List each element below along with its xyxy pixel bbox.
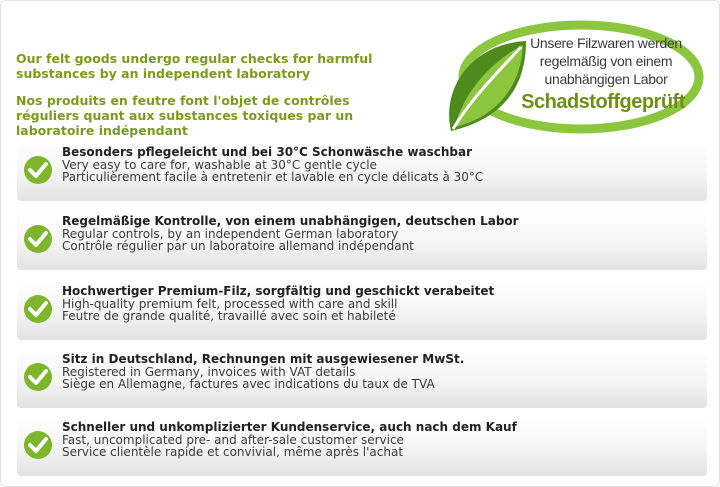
feature-text — [62, 353, 702, 391]
badge-caption — [511, 34, 701, 88]
intro-text-block — [16, 51, 416, 150]
feature-text — [62, 146, 702, 184]
feature-row-service — [17, 418, 707, 476]
feature-text-fr: Feutre de grande qualité, travaillé avec soin et habileté — [62, 309, 396, 323]
feature-row-control — [17, 212, 707, 270]
feature-title-de: Schneller und unkomplizierter Kundenservice, auch nach dem Kauf — [62, 420, 517, 434]
feature-text-en: High-quality premium felt, processed with care and skill — [62, 296, 398, 311]
feature-text — [62, 285, 702, 323]
checkmark-icon — [23, 155, 53, 185]
feature-title-de: Besonders pflegeleicht und bei 30°C Schonwäsche waschbar — [62, 145, 472, 159]
feature-title-de: Regelmäßige Kontrolle, von einem unabhängigen, deutschen Labor — [62, 214, 519, 228]
feature-title-de: Sitz in Deutschland, Rechnungen mit ausgewiesener MwSt. — [62, 352, 465, 366]
feature-row-quality — [17, 282, 707, 340]
feature-text-en: Fast, uncomplicated pre- and after-sale customer service — [62, 432, 404, 447]
feature-text-fr: Particulièrement facile à entretenir et lavable en cycle délicats à 30°C — [62, 170, 484, 184]
tested-badge — [441, 19, 706, 137]
feature-text-fr: Siège en Allemagne, factures avec indications du taux de TVA — [62, 377, 435, 391]
checkmark-icon — [23, 294, 53, 324]
badge-line-2: regelmäßig von einem — [539, 53, 673, 69]
intro-french: Nos produits en feutre font l'objet de contrôles réguliers quant aux substances toxiques par un laboratoire indépendant — [16, 93, 354, 138]
badge-title: Schadstoffgeprüft — [521, 91, 685, 113]
feature-text — [62, 421, 702, 459]
feature-text-en: Registered in Germany, invoices with VAT details — [62, 364, 356, 379]
feature-text-en: Regular controls, by an independent German laboratory — [62, 226, 399, 241]
checkmark-icon — [23, 362, 53, 392]
feature-text-fr: Service clientèle rapide et convivial, même après l'achat — [62, 445, 404, 459]
badge-line-1: Unsere Filzwaren werden — [530, 35, 682, 51]
feature-text-fr: Contrôle régulier par un laboratoire allemand indépendant — [62, 239, 414, 253]
checkmark-icon — [23, 224, 53, 254]
feature-text-en: Very easy to care for, washable at 30°C gentle cycle — [62, 157, 377, 172]
feature-text — [62, 215, 702, 253]
feature-title-de: Hochwertiger Premium-Filz, sorgfältig und geschickt verabeitet — [62, 284, 495, 298]
intro-english: Our felt goods undergo regular checks for harmful substances by an independent laboratory — [16, 51, 373, 81]
feature-row-care — [17, 143, 707, 201]
checkmark-icon — [23, 430, 53, 460]
feature-row-germany — [17, 350, 707, 408]
badge-line-3: unabhängigen Labor — [544, 71, 668, 87]
